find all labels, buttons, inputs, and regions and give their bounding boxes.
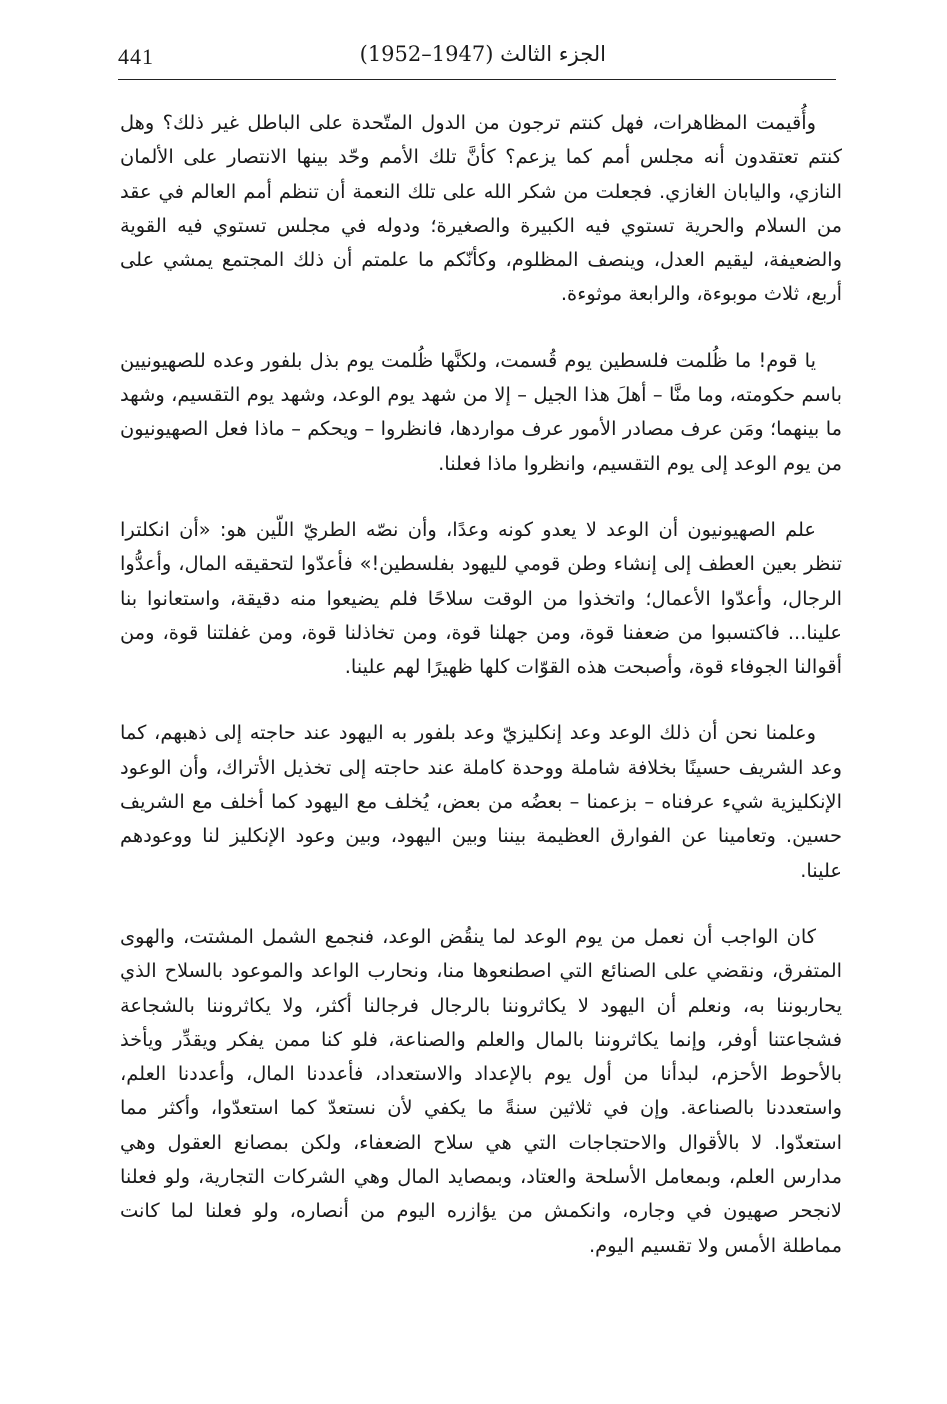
running-title: الجزء الثالث (1947–1952) bbox=[359, 42, 606, 66]
paragraph: كان الواجب أن نعمل من يوم الوعد لما ينقُض الوعد، فنجمع الشمل المشتت، والهوى المتفرق، ونقضي على الصنائع التي اصطنعوها منا، ونحارب الواعد والموعود بالسلاح الذي يحاربوننا به، ونعلم أن اليهود لا يكاثروننا بالرجال فرجالنا أكثر، ولا يكاثروننا بالشجاعة فشجاعتنا أوفر، وإنما يكاثروننا بالمال والعلم والصناعة، فلو كنا ممن يفكر ويقدِّر ويأخذ بالأحوط الأحزم، لبدأنا من أول يوم بالإعداد والاستعداد، فأعددنا المال، وأعددنا العلم، واستعددنا بالصناعة. وإن في ثلاثين سنةً ما يكفي لأن نستعدّ كما استعدّوا، وأكثر مما استعدّوا. لا بالأقوال والاحتجاجات التي هي سلاح الضعفاء، ولكن بمصانع العقول وهي مدارس العلم، وبمعامل الأسلحة والعتاد، وبمصايد المال وهي الشركات التجارية، ولو فعلنا لانجحر صهيون في وجاره، وانكمش من يؤازره اليوم من أنصاره، ولو فعلنا لما كانت مماطلة الأمس ولا تقسيم اليوم. bbox=[120, 924, 842, 1257]
paragraph: علم الصهيونيون أن الوعد لا يعدو كونه وعدًا، وأن نصّه الطريّ اللّين هو: «أن انكلترا تنظر بعين العطف إلى إنشاء وطن قومي لليهود بفلسطين!» فأعدّوا لتحقيقه المال، وأعدُّوا الرجال، وأعدّوا الأعمال؛ واتخذوا من الوقت سلاحًا فلم يضيعوا منه دقيقة، واستعانوا بنا علينا... فاكتسبوا من ضعفنا قوة، ومن جهلنا قوة، ومن تخاذلنا قوة، ومن غفلتنا قوة، ومن أقوالنا الجوفاء قوة، وأصبحت هذه القوّات كلها ظهيرًا لهم علينا. bbox=[120, 517, 842, 679]
paragraph: وأُقيمت المظاهرات، فهل كنتم ترجون من الدول المتّحدة على الباطل غير ذلك؟ وهل كنتم تعتقدون أنه مجلس أمم كما يزعم؟ كأنَّ تلك الأمم وحّد بينها الانتصار على الألمان النازي، واليابان الغازي. فجعلت من شكر الله على تلك النعمة أن تنظم أمم العالم في عقد من السلام والحرية تستوي فيه الكبيرة والصغيرة؛ ودوله في مجلس تستوي فيه القوية والضعيفة، ليقيم العدل، وينصف المظلوم، وكأنّكم ما علمتم أن ذلك المجتمع يمشي على أربع، ثلاث موبوءة، والرابعة موثوءة. bbox=[120, 111, 842, 306]
header-rule bbox=[118, 79, 836, 80]
paragraph: يا قوم! ما ظُلمت فلسطين يوم قُسمت، ولكنَّها ظُلمت يوم بذل بلفور وعده للصهيونيين باسم حكومته، وما منَّا – أهلَ هذا الجيل – إلا من شهد يوم الوعد، وشهد يوم التقسيم، وشهد ما بينهما؛ ومَن عرف مصادر الأمور عرف مواردها، فانظروا – ويحكم – ماذا فعل الصهيونيون من يوم الوعد إلى يوم التقسيم، وانظروا ماذا فعلنا. bbox=[120, 348, 842, 475]
page-number: 441 bbox=[118, 44, 154, 69]
body-text bbox=[120, 106, 842, 1295]
paragraph: وعلمنا نحن أن ذلك الوعد وعد إنكليزيّ وعد بلفور به اليهود عند حاجته إلى ذهبهم، كما وعد الشريف حسينًا بخلافة شاملة ووحدة كاملة عند حاجته إلى تخذيل الأتراك، وأن الوعود الإنكليزية شيء عرفناه – بزعمنا – بعضُه من بعض، يُخلف مع اليهود كما أخلف مع الشريف حسين. وتعامينا عن الفوارق العظيمة بيننا وبين اليهود، وبين وعود الإنكليز لنا ووعودهم علينا. bbox=[120, 721, 842, 882]
page-header bbox=[118, 40, 836, 74]
